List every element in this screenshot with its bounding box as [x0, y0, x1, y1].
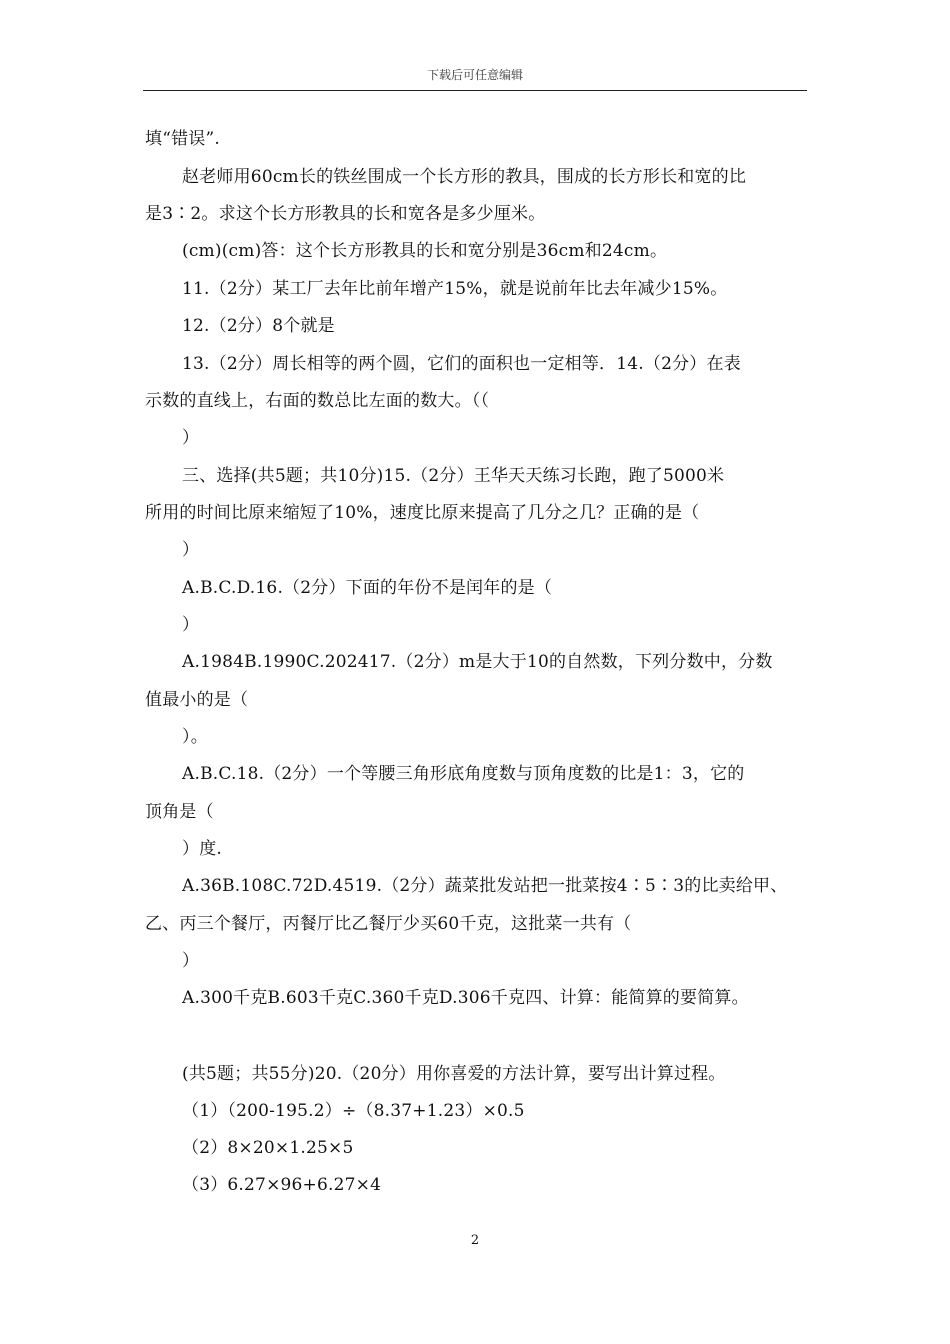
calculation-item: （3）6.27×96+6.27×4: [182, 1175, 382, 1195]
text-line: ）: [182, 540, 200, 560]
text-line: A.B.C.18.（2分）一个等腰三角形底角度数与顶角度数的比是1：3，它的: [182, 764, 745, 784]
page-number: 2: [470, 1233, 480, 1248]
text-line: 是3∶2。求这个长方形教具的长和宽各是多少厘米。: [145, 204, 546, 224]
text-line: 所用的时间比原来缩短了10%，速度比原来提高了几分之几？正确的是（: [145, 503, 700, 523]
text-line: ）。: [182, 727, 208, 747]
text-line: 赵老师用60cm长的铁丝围成一个长方形的教具，围成的长方形长和宽的比: [182, 167, 747, 187]
text-line: 顶角是（: [145, 802, 214, 822]
calculation-item: （2）8×20×1.25×5: [182, 1138, 354, 1158]
text-line: 值最小的是（: [145, 690, 249, 710]
text-line: 乙、丙三个餐厅，丙餐厅比乙餐厅少买60千克，这批菜一共有（: [145, 914, 632, 934]
page-header: 下载后可任意编辑: [426, 68, 523, 82]
text-line: A.300千克B.603千克C.360千克D.306千克四、计算：能简算的要简算。: [182, 988, 749, 1008]
text-line: 三、选择(共5题；共10分)15.（2分）王华天天练习长跑，跑了5000米: [182, 466, 725, 486]
text-line: ）: [182, 428, 200, 448]
calculation-item: （1）（200-195.2）÷（8.37+1.23）×0.5: [182, 1101, 525, 1121]
text-line: 填“错误”.: [145, 129, 220, 149]
header-rule: [143, 90, 807, 91]
text-line: ）度.: [182, 839, 223, 859]
text-line: A.1984B.1990C.202417.（2分）m是大于10的自然数，下列分数中，分数: [182, 652, 773, 672]
text-line: 11.（2分）某工厂去年比前年增产15%，就是说前年比去年减少15%。: [182, 279, 728, 299]
text-line: (cm)(cm)答：这个长方形教具的长和宽分别是36cm和24cm。: [182, 241, 668, 261]
text-line: (共5题；共55分)20.（20分）用你喜爱的方法计算，要写出计算过程。: [182, 1064, 726, 1084]
text-line: ）: [182, 951, 200, 971]
text-line: A.36B.108C.72D.4519.（2分）蔬菜批发站把一批菜按4∶5∶3的比卖给甲、: [182, 876, 788, 896]
text-line: ）: [182, 615, 200, 635]
text-line: 13.（2分）周长相等的两个圆，它们的面积也一定相等．14.（2分）在表: [182, 354, 741, 374]
text-line: 示数的直线上，右面的数总比左面的数大。（（: [145, 391, 490, 411]
text-line: A.B.C.D.16.（2分）下面的年份不是闰年的是（: [182, 578, 553, 598]
text-line: 12.（2分）8个就是: [182, 316, 335, 336]
